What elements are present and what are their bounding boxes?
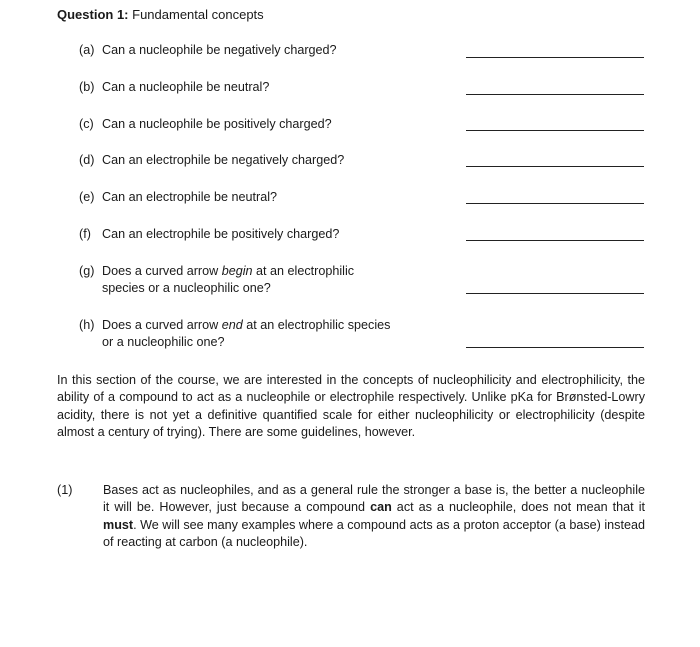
guideline-item-1 — [57, 482, 645, 552]
item-text: Can an electrophile be negatively charged? — [102, 153, 345, 167]
answer-line-d[interactable] — [466, 166, 644, 167]
bold-word: can — [370, 500, 392, 515]
answer-line-f[interactable] — [466, 240, 644, 241]
item-letter: (c) — [79, 117, 94, 131]
item-letter: (h) — [79, 318, 95, 332]
item-text: Does a curved arrow begin at an electrophilic species or a nucleophilic one? — [102, 264, 355, 295]
item-text: Does a curved arrow end at an electrophilic species or a nucleophilic one? — [102, 318, 391, 349]
answer-line-g[interactable] — [466, 293, 644, 294]
item-letter: (b) — [79, 80, 95, 94]
emphasis-word: end — [221, 318, 243, 332]
answer-line-h[interactable] — [466, 347, 644, 348]
item-text: Can a nucleophile be neutral? — [102, 80, 270, 94]
question-item-e — [79, 189, 419, 206]
item-text: Can a nucleophile be positively charged? — [102, 117, 332, 131]
item-letter: (e) — [79, 190, 95, 204]
question-item-h — [79, 317, 399, 351]
bold-word: must — [103, 517, 134, 532]
guideline-number: (1) — [57, 483, 73, 497]
answer-line-b[interactable] — [466, 94, 644, 95]
question-label: Question 1: — [57, 7, 129, 22]
item-letter: (d) — [79, 153, 95, 167]
item-text: Can a nucleophile be negatively charged? — [102, 43, 337, 57]
answer-line-e[interactable] — [466, 203, 644, 204]
question-item-d — [79, 152, 419, 169]
question-item-b — [79, 79, 419, 96]
question-heading — [57, 7, 264, 22]
intro-paragraph: In this section of the course, we are interested in the concepts of nucleophilicity and electrophilicity, the ability of a compound to act as a nucleophile or electrophile respectively. Unlike pKa for Brønsted-Lowry acidity, there is not yet a definitive quantified scale for either nucleophilicity or electrophilicity (despite almost a century of trying). There are some guidelines, however. — [57, 373, 645, 440]
question-title: Fundamental concepts — [132, 7, 264, 22]
item-letter: (g) — [79, 264, 95, 278]
question-item-f — [79, 226, 419, 243]
emphasis-word: begin — [221, 264, 253, 278]
guideline-text: Bases act as nucleophiles, and as a general rule the stronger a base is, the better a nucleophile it will be. However, just because a compound can act as a nucleophile, does not mean that it must. We will see many examples where a compound acts as a proton acceptor (a base) instead of reacting at carbon (a nucleophile). — [103, 483, 646, 550]
question-item-c — [79, 116, 419, 133]
item-letter: (a) — [79, 43, 95, 57]
question-item-a — [79, 42, 419, 59]
answer-line-a[interactable] — [466, 57, 644, 58]
item-text: Can an electrophile be neutral? — [102, 190, 278, 204]
item-text: Can an electrophile be positively charged? — [102, 227, 340, 241]
question-item-g — [79, 263, 399, 297]
item-letter: (f) — [79, 227, 91, 241]
answer-line-c[interactable] — [466, 130, 644, 131]
